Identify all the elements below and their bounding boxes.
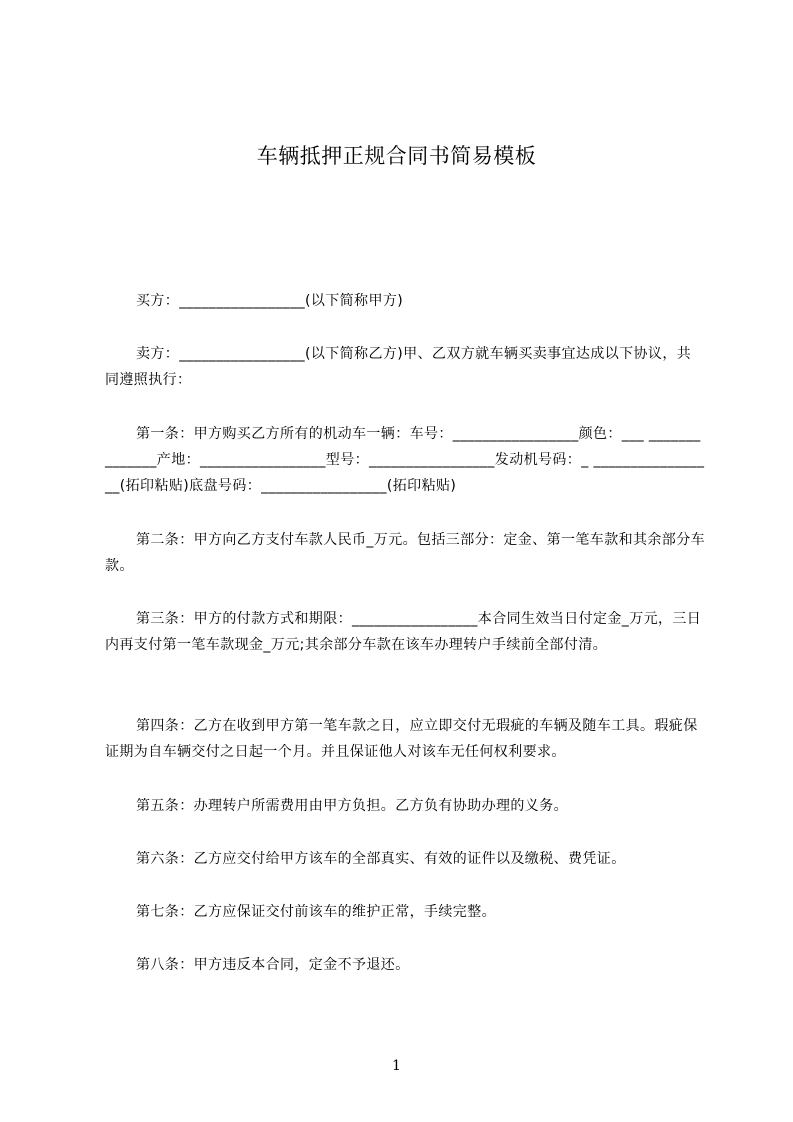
- clause-article-8: 第八条：甲方违反本合同，定金不予退还。: [136, 957, 410, 973]
- clause-article-6: 第六条：乙方应交付给甲方该车的全部真实、有效的证件以及缴税、费凭证。: [136, 851, 626, 867]
- clause-seller: 卖方：_________________(以下简称乙方)甲、乙双方就车辆买卖事宜达成以下协议，共同遵照执行：: [105, 346, 692, 388]
- clause-article-1: 第一条：甲方购买乙方所有的机动车一辆：车号：_________________颜色：___ ______________产地：_________________型号：_________________发动机号码：_ _________________(拓印粘贴)底盘号码：_________________(拓印粘贴): [105, 426, 705, 494]
- page-number: 1: [392, 1058, 401, 1074]
- clause-buyer: 买方：_________________(以下简称甲方): [136, 293, 404, 309]
- document-title: 车辆抵押正规合同书简易模板: [256, 144, 537, 168]
- clause-article-4: 第四条：乙方在收到甲方第一笔车款之日，应立即交付无瑕疵的车辆及随车工具。瑕疵保证期为自车辆交付之日起一个月。并且保证他人对该车无任何权利要求。: [105, 718, 698, 760]
- clause-article-7: 第七条：乙方应保证交付前该车的维护正常，手续完整。: [136, 904, 496, 920]
- clause-article-2: 第二条：甲方向乙方支付车款人民币_万元。包括三部分：定金、第一笔车款和其余部分车款。: [105, 532, 705, 574]
- clause-article-5: 第五条：办理转户所需费用由甲方负担。乙方负有协助办理的义务。: [136, 798, 568, 814]
- clause-article-3: 第三条：甲方的付款方式和期限：_________________本合同生效当日付定金_万元，三日内再支付第一笔车款现金_万元;其余部分车款在该车办理转户手续前全部付清。: [105, 611, 702, 653]
